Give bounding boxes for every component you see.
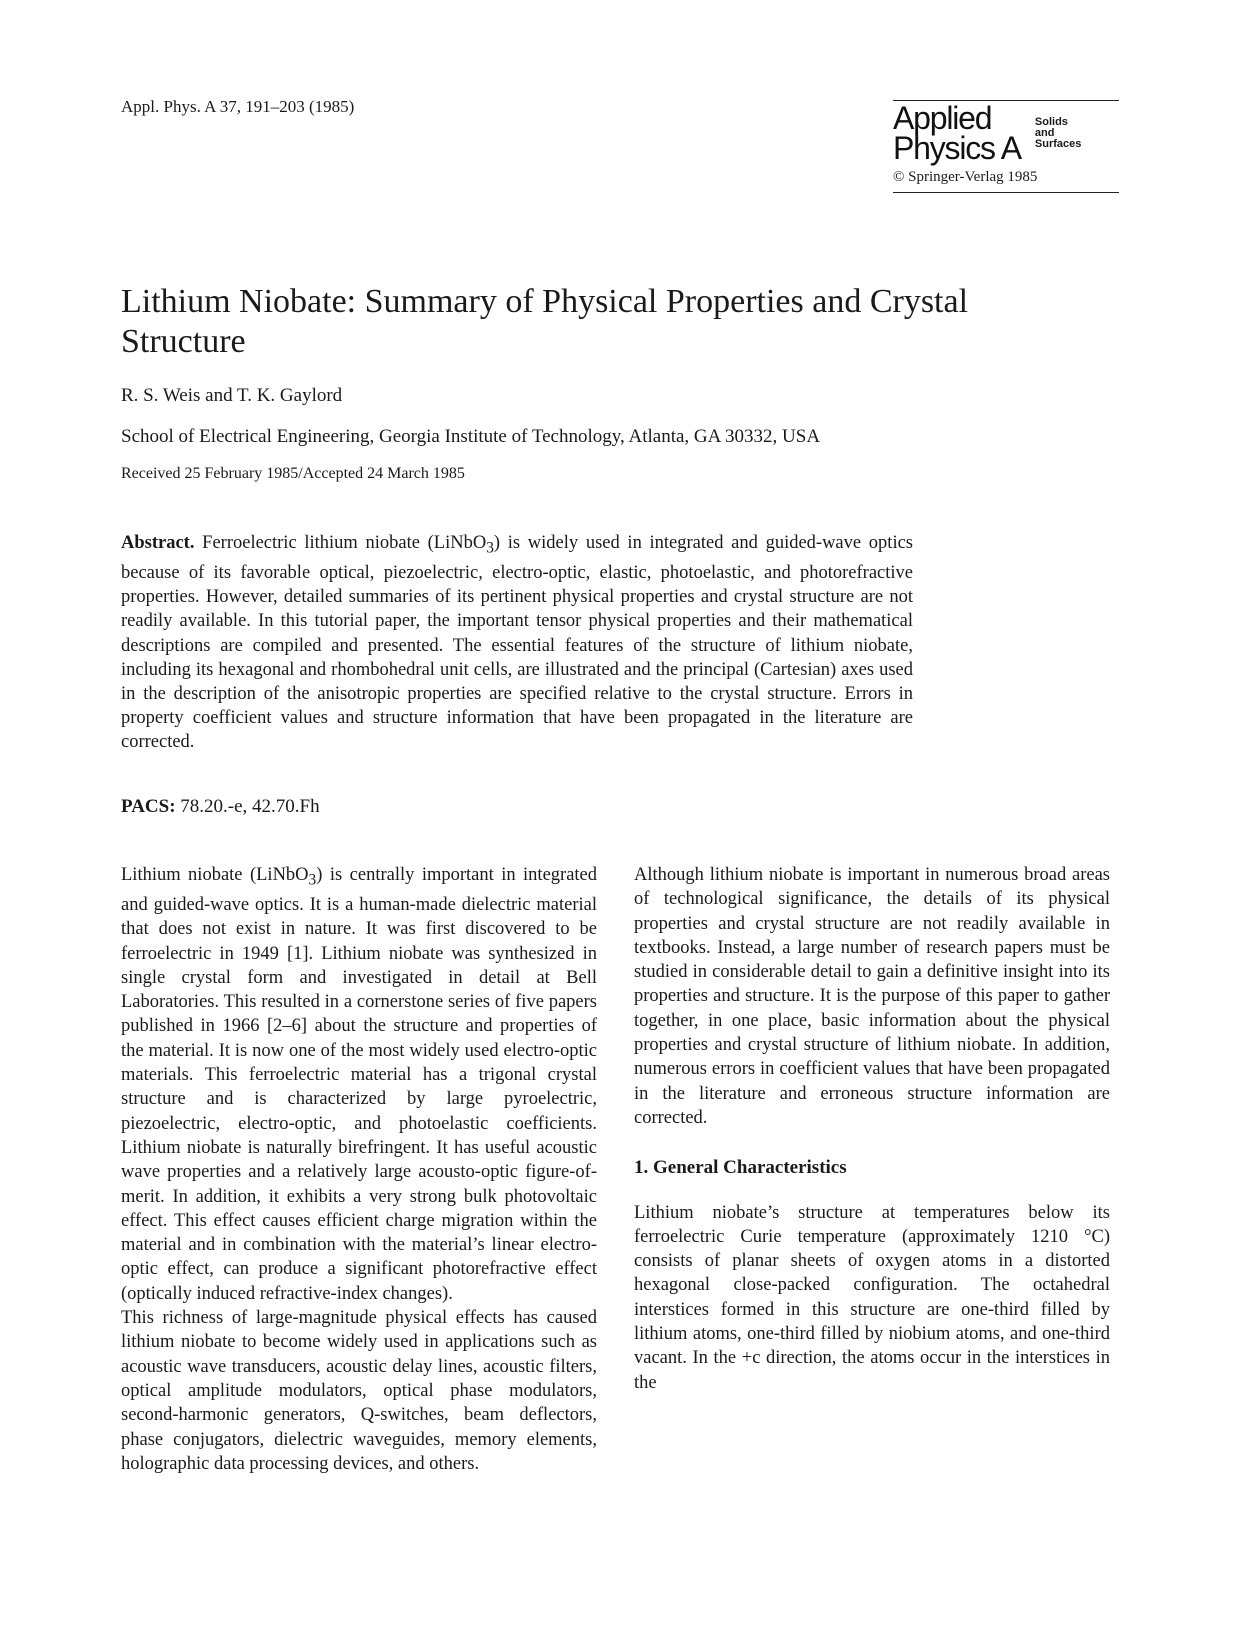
body-column-left	[121, 863, 597, 1476]
body-paragraph-3: Although lithium niobate is important in numerous broad areas of technological significance, the details of its physical properties and crystal structure are not readily available in textbooks. Instead, a large number of research papers must be studied in considerable detail to gain a definitive insight into its properties and structure. It is the purpose of this paper to gather together, in one place, basic information about the physical properties and crystal structure of lithium niobate. In addition, numerous errors in coefficient values that have been propagated in the literature and erroneous structure information are corrected.	[634, 865, 1110, 1128]
authors: R. S. Weis and T. K. Gaylord	[121, 385, 343, 406]
body-p1-text-b: ) is centrally important in integrated and guided-wave optics. It is a human-made dielectric material that does not exist in nature. It was first discovered to be ferroelectric in 1949 [1]. Lithium niobate was synthesized in single crystal form and investigated in detail at Bell Laboratories. This resulted in a cornerstone series of five papers published in 1966 [2–6] about the structure and properties of the material. It is now one of the most widely used electro-optic materials. This ferroelectric material has a trigonal crystal structure and is characterized by large pyroelectric, piezoelectric, electro-optic, and photoelastic coefficients. Lithium niobate is naturally birefringent. It has useful acoustic wave properties and a relatively large acousto-optic figure-of-merit. In addition, it exhibits a very strong bulk photovoltaic effect. This effect causes efficient charge migration within the material and in combination with the material’s linear electro-optic effect, can produce a significant photorefractive effect (optically induced refractive-index changes).	[121, 865, 598, 1304]
pacs-label: PACS:	[121, 796, 176, 817]
body-p1-subscript: 3	[308, 871, 317, 889]
abstract-text-b: ) is widely used in integrated and guided-wave optics because of its favorable optical, piezoelectric, electro-optic, elastic, photoelastic, and photorefractive properties. However, detailed summaries of its pertinent physical properties and crystal structure are not readily available. In this tutorial paper, the important tensor physical properties and their mathematical descriptions are compiled and presented. The essential features of the structure of lithium niobate, including its hexagonal and rhombohedral unit cells, are illustrated and the principal (Cartesian) axes used in the description of the anisotropic properties are specified relative to the crystal structure. Errors in property coefficient values and structure information that have been propagated in the literature are corrected.	[121, 533, 913, 753]
abstract-subscript: 3	[486, 539, 494, 557]
body-paragraph-1	[121, 863, 597, 1306]
body-paragraph-2: This richness of large-magnitude physical effects has caused lithium niobate to become widely used in applications such as acoustic wave transducers, acoustic delay lines, acoustic filters, optical amplitude modulators, optical phase modulators, second-harmonic generators, Q-switches, beam deflectors, phase conjugators, dielectric waveguides, memory elements, holographic data processing devices, and others.	[121, 1308, 597, 1474]
publisher-copyright: © Springer-Verlag 1985	[893, 169, 1038, 185]
abstract-label: Abstract.	[121, 533, 195, 553]
journal-section-line1: Solids	[1034, 116, 1068, 128]
journal-name	[893, 100, 1021, 166]
body-p1-text-a: Lithium niobate (LiNbO	[121, 865, 309, 885]
journal-masthead	[893, 100, 1119, 193]
received-dates: Received 25 February 1985/Accepted 24 March 1985	[121, 465, 465, 482]
paper-title: Lithium Niobate: Summary of Physical Properties and Crystal Structure	[121, 283, 969, 360]
journal-name-line2: Physics A	[893, 130, 1021, 166]
abstract	[121, 531, 913, 755]
journal-name-line1: Applied	[893, 100, 992, 136]
abstract-text-a: Ferroelectric lithium niobate (LiNbO	[194, 533, 487, 553]
pacs-value: 78.20.-e, 42.70.Fh	[175, 796, 320, 817]
body-column-right	[634, 863, 1110, 1395]
journal-section-line2: and	[1034, 127, 1055, 139]
affiliation: School of Electrical Engineering, Georgia Institute of Technology, Atlanta, GA 30332, USA	[121, 426, 821, 447]
journal-logo	[893, 100, 1119, 166]
pacs-codes	[121, 796, 320, 818]
journal-section	[1035, 117, 1081, 150]
section-heading: 1. General Characteristics	[634, 1157, 847, 1179]
body-paragraph-4: Lithium niobate’s structure at temperatures below its ferroelectric Curie temperature (approximately 1210 °C) consists of planar sheets of oxygen atoms in a distorted hexagonal close-packed configuration. The octahedral interstices formed in this structure are one-third filled by lithium atoms, one-third filled by niobium atoms, and one-third vacant. In the +c direction, the atoms occur in the interstices in the	[634, 1202, 1110, 1393]
journal-section-line3: Surfaces	[1034, 138, 1082, 150]
journal-citation: Appl. Phys. A 37, 191–203 (1985)	[121, 97, 355, 116]
